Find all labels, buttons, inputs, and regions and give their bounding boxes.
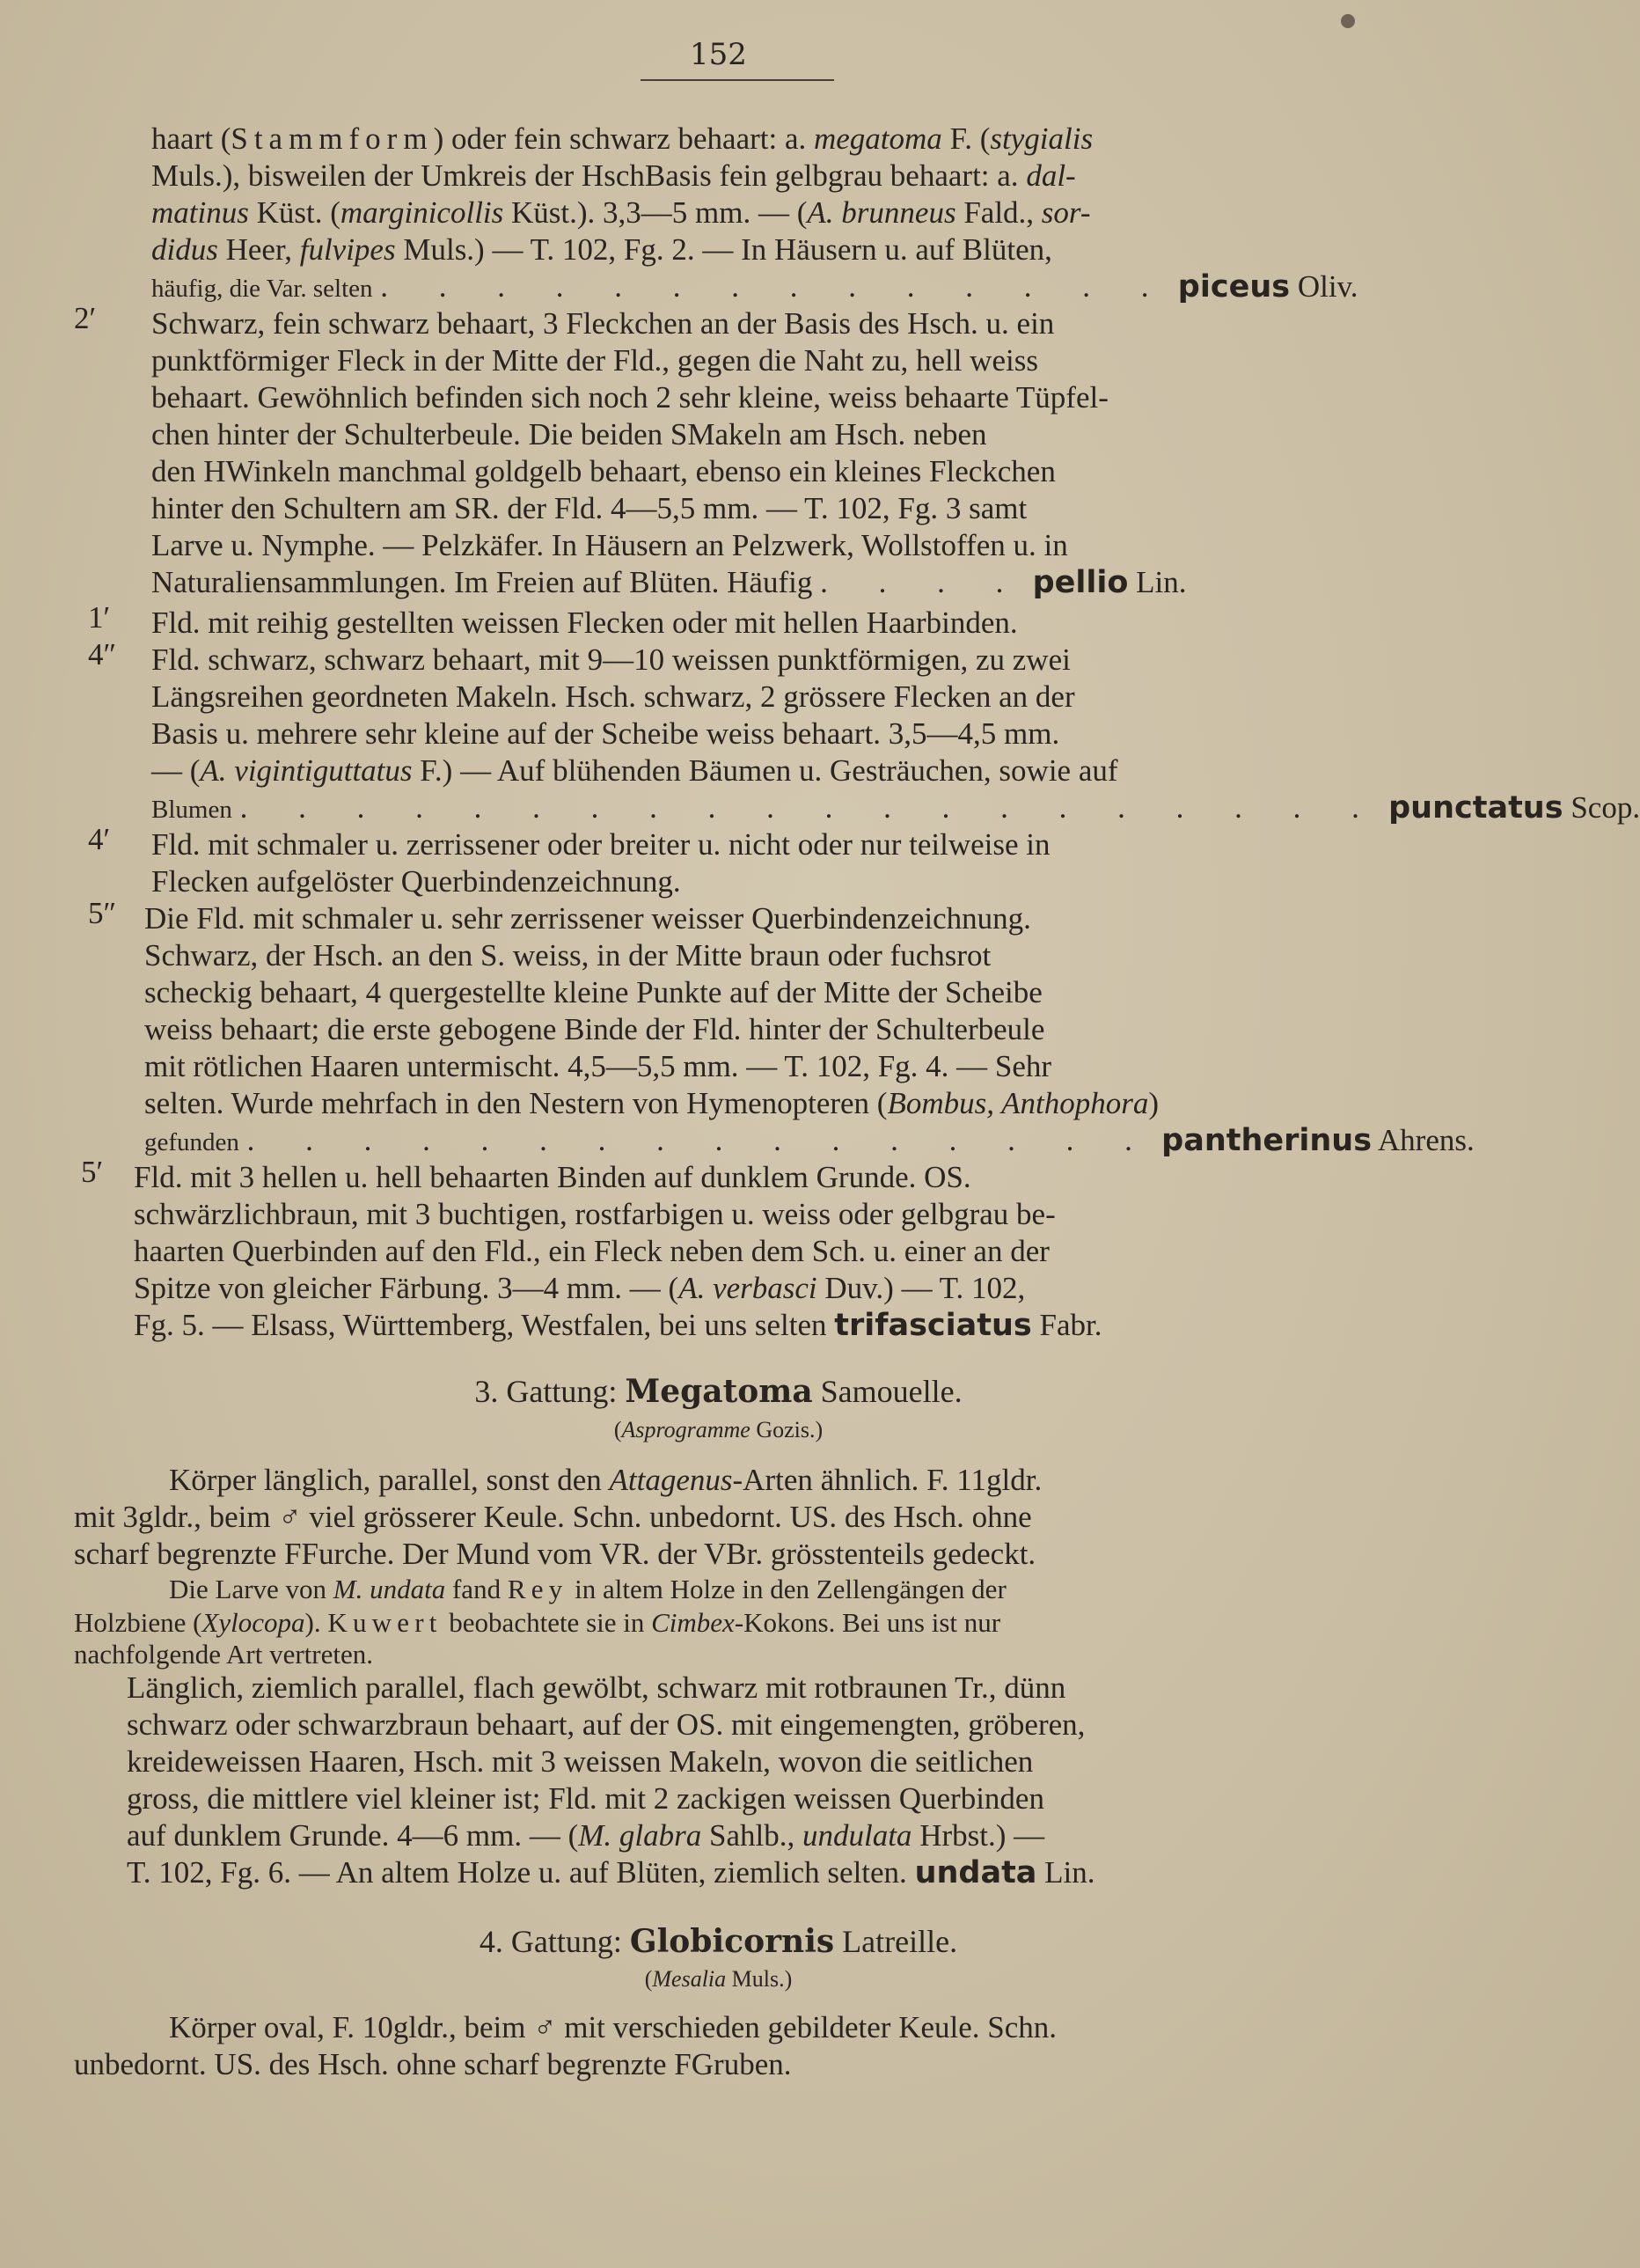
text-line: weiss behaart; die erste gebogene Binde der Fld. hinter der Schulterbeule bbox=[144, 1012, 1045, 1046]
text-line: hinter den Schultern am SR. der Fld. 4—5,5 mm. — T. 102, Fg. 3 samt bbox=[151, 491, 1028, 525]
text-line: den HWinkeln manchmal goldgelb behaart, ebenso ein kleines Fleckchen bbox=[151, 454, 1056, 488]
text-line: Fld. mit schmaler u. zerrissener oder breiter u. nicht oder nur teilweise in bbox=[151, 827, 1051, 862]
text-line: unbedornt. US. des Hsch. ohne scharf begrenzte FGruben. bbox=[74, 2047, 792, 2081]
text-line: mit 3gldr., beim ♂ viel grösserer Keule. Schn. unbedornt. US. des Hsch. ohne bbox=[74, 1500, 1032, 1534]
text-line: Flecken aufgelöster Querbindenzeichnung. bbox=[151, 864, 681, 899]
text-line: Schwarz, fein schwarz behaart, 3 Fleckchen an der Basis des Hsch. u. ein bbox=[151, 306, 1055, 341]
text-line: selten. Wurde mehrfach in den Nestern von Hymenopteren (Bombus, Anthophora) bbox=[144, 1086, 1159, 1120]
text-line: chen hinter der Schulterbeule. Die beiden SMakeln am Hsch. neben bbox=[151, 417, 987, 451]
text-line: Muls.), bisweilen der Umkreis der HschBasis fein gelbgrau behaart: a. dal- bbox=[151, 158, 1076, 193]
text-line: behaart. Gewöhnlich befinden sich noch 2 sehr kleine, weiss behaarte Tüpfel- bbox=[151, 380, 1109, 415]
text-line: haarten Querbinden auf den Fld., ein Fleck neben dem Sch. u. einer an der bbox=[134, 1234, 1050, 1268]
text-line: T. 102, Fg. 6. — An altem Holze u. auf Blüten, ziemlich selten. undata Lin. bbox=[127, 1855, 1095, 1890]
text-line: Schwarz, der Hsch. an den S. weiss, in der Mitte braun oder fuchsrot bbox=[144, 938, 992, 973]
page-number: 152 bbox=[690, 37, 747, 72]
species-name: trifasciatus bbox=[834, 1308, 1032, 1343]
text-line: schwarz oder schwarzbraun behaart, auf der OS. mit eingemengten, gröberen, bbox=[127, 1707, 1086, 1742]
text-line: Holzbiene (Xylocopa). Kuwert beobachtete sie in Cimbex-Kokons. Bei uns ist nur bbox=[74, 1607, 1001, 1638]
couplet-number: 5′ bbox=[81, 1155, 104, 1189]
text-line: matinus Küst. (marginicollis Küst.). 3,3—5 mm. — (A. brunneus Fald., sor- bbox=[151, 195, 1091, 230]
genus-synonym: (Asprogramme Gozis.) bbox=[613, 1417, 824, 1442]
couplet-number: 4′ bbox=[88, 822, 111, 856]
text-line: schwärzlichbraun, mit 3 buchtigen, rostfarbigen u. weiss oder gelbgrau be- bbox=[134, 1197, 1056, 1231]
text-line: auf dunklem Grunde. 4—6 mm. — (M. glabra Sahlb., undulata Hrbst.) — bbox=[127, 1818, 1045, 1853]
text-line: Körper oval, F. 10gldr., beim ♂ mit verschieden gebildeter Keule. Schn. bbox=[169, 2010, 1058, 2044]
couplet-number: 1′ bbox=[88, 600, 111, 635]
text-line: Körper länglich, parallel, sonst den Attagenus-Arten ähnlich. F. 11gldr. bbox=[169, 1463, 1043, 1497]
text-line: Die Fld. mit schmaler u. sehr zerrissener weisser Querbindenzeichnung. bbox=[144, 901, 1031, 936]
couplet-number: 4″ bbox=[88, 637, 117, 672]
text-line: gefunden . . . . . . . . . . . . . . . . pantherinus Ahrens. bbox=[144, 1123, 1475, 1158]
text-line: Fld. mit reihig gestellten weissen Flecken oder mit hellen Haarbinden. bbox=[151, 606, 1018, 640]
text-line: Fld. mit 3 hellen u. hell behaarten Binden auf dunklem Grunde. OS. bbox=[134, 1160, 971, 1194]
text-line: Naturaliensammlungen. Im Freien auf Blüten. Häufig . . . . pellio Lin. bbox=[151, 565, 1187, 600]
genus-heading: 3. Gattung: Megatoma Samouelle. bbox=[474, 1373, 963, 1410]
species-name: undata bbox=[914, 1855, 1037, 1890]
text-line: Fg. 5. — Elsass, Württemberg, Westfalen, bei uns selten trifasciatus Fabr. bbox=[134, 1308, 1102, 1343]
text-line: punktförmiger Fleck in der Mitte der Fld., gegen die Naht zu, hell weiss bbox=[151, 343, 1038, 378]
text-line: nachfolgende Art vertreten. bbox=[74, 1639, 373, 1670]
text-line: Die Larve von M. undata fand Rey in altem Holze in den Zellengängen der bbox=[169, 1574, 1007, 1604]
genus-heading: 4. Gattung: Globicornis Latreille. bbox=[479, 1923, 958, 1960]
species-name: punctatus bbox=[1388, 790, 1563, 826]
text-line: kreideweissen Haaren, Hsch. mit 3 weissen Makeln, wovon die seitlichen bbox=[127, 1744, 1034, 1779]
couplet-number: 5″ bbox=[88, 896, 117, 930]
text-line: — (A. vigintiguttatus F.) — Auf blühenden Bäumen u. Gesträuchen, sowie auf bbox=[151, 753, 1118, 788]
genus-synonym: (Mesalia Muls.) bbox=[644, 1966, 793, 1992]
text-line: didus Heer, fulvipes Muls.) — T. 102, Fg. 2. — In Häusern u. auf Blüten, bbox=[151, 232, 1052, 267]
text-line: häufig, die Var. selten . . . . . . . . . . . . . . piceus Oliv. bbox=[151, 269, 1358, 305]
text-line: Längsreihen geordneten Makeln. Hsch. schwarz, 2 grössere Flecken an der bbox=[151, 679, 1075, 714]
ink-spot bbox=[1341, 14, 1355, 28]
text-line: Fld. schwarz, schwarz behaart, mit 9—10 weissen punktförmigen, zu zwei bbox=[151, 642, 1071, 677]
text-line: gross, die mittlere viel kleiner ist; Fld. mit 2 zackigen weissen Querbinden bbox=[127, 1781, 1044, 1816]
text-line: haart (Stammform) oder fein schwarz behaart: a. megatoma F. (stygialis bbox=[151, 121, 1094, 156]
species-name: pellio bbox=[1032, 565, 1129, 600]
text-line: Blumen . . . . . . . . . . . . . . . . . . . . punctatus Scop. bbox=[151, 790, 1640, 826]
species-name: piceus bbox=[1177, 269, 1291, 305]
header-rule bbox=[641, 79, 834, 81]
text-line: mit rötlichen Haaren untermischt. 4,5—5,5 mm. — T. 102, Fg. 4. — Sehr bbox=[144, 1049, 1052, 1083]
species-name: pantherinus bbox=[1161, 1123, 1373, 1158]
text-line: Spitze von gleicher Färbung. 3—4 mm. — (A. verbasci Duv.) — T. 102, bbox=[134, 1271, 1026, 1305]
text-line: Länglich, ziemlich parallel, flach gewölbt, schwarz mit rotbraunen Tr., dünn bbox=[127, 1670, 1066, 1705]
text-line: Larve u. Nymphe. — Pelzkäfer. In Häusern an Pelzwerk, Wollstoffen u. in bbox=[151, 528, 1068, 562]
text-line: Basis u. mehrere sehr kleine auf der Scheibe weiss behaart. 3,5—4,5 mm. bbox=[151, 716, 1060, 751]
couplet-number: 2′ bbox=[74, 301, 97, 335]
text-line: scharf begrenzte FFurche. Der Mund vom VR. der VBr. grösstenteils gedeckt. bbox=[74, 1537, 1036, 1571]
text-line: scheckig behaart, 4 quergestellte kleine Punkte auf der Mitte der Scheibe bbox=[144, 975, 1043, 1009]
